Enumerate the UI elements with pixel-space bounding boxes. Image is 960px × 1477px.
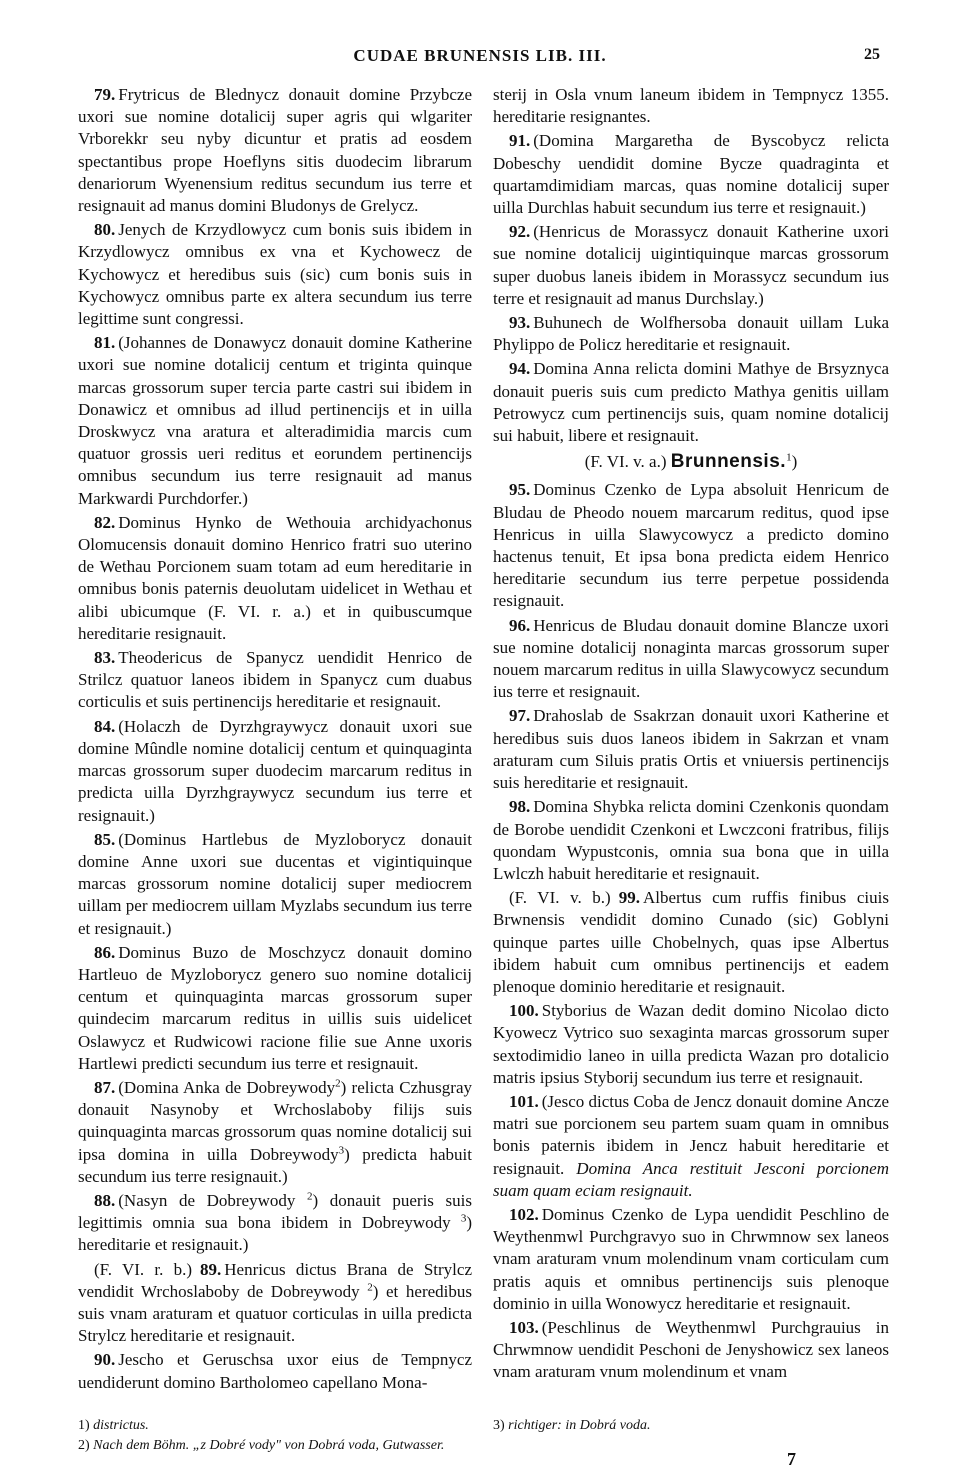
entry-95 xyxy=(493,479,889,612)
entry-96 xyxy=(493,615,889,704)
entry-text: ) relicta Czhusgray donauit Nasynoby et Wrchoslaboby filijs suis quinquaginta marcas grossorum quas nomine dotalicij sui ipsa domina in uilla Dobreywody xyxy=(78,1077,472,1164)
entry-text: ) donauit pueris suis legittimis omnia sua bona ibidem in Dobreywody xyxy=(78,1190,472,1233)
entry-91 xyxy=(493,130,889,219)
entry-number: 95. xyxy=(509,480,531,500)
entry-text: (Henricus de Morassycz donauit Katherine uxori sue nomine dotalicij uigintiquinque marcas grossorum super duobus laneis ibidem in Morassycz secundum ius terre et resignauit ad manus Durchslay.) xyxy=(493,222,889,308)
left-column xyxy=(78,84,472,1396)
entry-79 xyxy=(78,84,472,217)
entry-text: Dominus Buzo de Moschzycz donauit domino Hartleuo de Myzloborycz genero suo nomine dotalicij centum et quinquaginta marcas grossorum super quindecim marcarum reditus in uillis suis uidelicet Oslawycz et Rudwicowi racione filie sue Anne uxoris Hartlewi predicti secundum ius terre et resignauit. xyxy=(78,942,472,1073)
entry-103 xyxy=(493,1317,889,1384)
right-column xyxy=(493,84,889,1386)
folio-siglum: (F. VI. v. a.) xyxy=(584,452,667,472)
footnote xyxy=(493,1416,793,1436)
entry-text: Styborius de Wazan dedit domino Nicolao dicto Kyowecz Vytrico suo sexaginta marcas grossorum super sextodimidio laneo in uilla predicta Wazan pro dotalicio matris ipsius Styborij secundum ius terre et resignauit. xyxy=(493,1001,889,1087)
entry-text: (Dominus Hartlebus de Myzloborycz donauit domine Anne uxori sue ducentas et vigintiquinque marcas grossorum nomine dotalicij super mediocrem uillam per mediocrem uillam Myzlabs secundum ius terre et resignauit.) xyxy=(78,829,472,938)
footnote-text: Nach dem Böhm. „z Dobré vody" von Dobrá voda, Gutwasser. xyxy=(93,1438,445,1453)
footnote-ref: 2 xyxy=(367,1281,373,1294)
entry-text: Henricus dictus Brana de Strylcz vendidit Wrchoslaboby de Dobreywody xyxy=(78,1259,472,1301)
footnote-ref: 3 xyxy=(338,1143,345,1156)
entry-text: (Peschlinus de Weythenmwl Purchgrauius in Chrwmnow uendidit Peschoni de Jenyshowicz sex laneos vnam araturam vnum molendinum et vnam xyxy=(493,1317,889,1382)
entry-text: Dominus Czenko de Lypa uendidit Peschlino de Weythenmwl Purchgravyo suo in Chrwmnow sex laneos vnam araturam vnum molendinum vnam corticulam cum pratis aquis et omnibus pertinencijs suis plenoque dominio in uilla Wonowycz hereditarie et resignauit. xyxy=(493,1204,889,1313)
page-header xyxy=(0,46,960,74)
entry-text: Frytricus de Blednycz donauit domine Przybcze uxori sue nomine dotalicij super agris qui wlgariter Vrborekkr seu nyby dicuntur et pratis ad eosdem spectantibus prope Hoeflyns sitis duodecim librarum denariorum Wyenensium reditus secundum ius terre et resignauit ad manus domini Bludonys de Grelycz. xyxy=(78,85,472,216)
entry-number: 88. xyxy=(94,1190,116,1210)
entry-text: Henricus de Bludau donauit domine Blancze uxori sue nomine dotalicij nonaginta marcas grossorum super nouem marcarum reditus in uilla Slawycowycz secundum ius terre et resignauit. xyxy=(493,615,889,702)
entry-101 xyxy=(493,1091,889,1202)
entry-text: Jescho et Geruschsa uxor eius de Tempnycz uendiderunt domino Bartholomeo capellano Mona- xyxy=(78,1350,472,1392)
entry-text: (Johannes de Donawycz donauit domine Katherine uxori sue nomine dotalicij centum et triginta quinque marcas grossorum super tercia parte castri sui ibidem in Donawicz et omnibus ad illud pertinencijs et in uilla Droskwycz vna aratura et alteradimidia marcis cum quatuor grossis ueri reditus et eorundem pertinencijs omnibus secundum ius terre resignauit ad manus Markwardi Purchdorfer.) xyxy=(78,333,472,508)
entry-83 xyxy=(78,647,472,714)
entry-number: 81. xyxy=(94,333,116,353)
page-number: 25 xyxy=(864,46,880,63)
entry-number: 100. xyxy=(509,1001,539,1021)
entry-82 xyxy=(78,512,472,645)
entry-number: 93. xyxy=(509,313,531,333)
entry-text: (Domina Margaretha de Byscobycz relicta Dobeschy uendidit domine Bycze quadraginta et quartamdimidiam marcas, quas nomine dotalicij super uilla Durchlas habuit secundum ius terre et resignauit.) xyxy=(493,131,889,218)
footnote-text: districtus. xyxy=(93,1418,149,1433)
entry-number: 79. xyxy=(94,85,116,104)
entry-text: (Holaczh de Dyrzhgraywycz donauit uxori sue domine Mûndle nomine dotalicij centum et quinquaginta marcas grossorum super duodecim marcarum reditus in predicta uilla Dyrzhgraywycz secundum ius terre et resignauit.) xyxy=(78,716,472,825)
footnote xyxy=(78,1436,498,1456)
entry-86 xyxy=(78,942,472,1075)
footnote-ref: 1 xyxy=(786,451,792,464)
entry-94 xyxy=(493,358,889,447)
entry-100 xyxy=(493,1000,889,1089)
entry-text: ) predicta habuit secundum ius terre resignauit.) xyxy=(78,1144,472,1186)
entry-88 xyxy=(78,1190,472,1257)
footnote-ref: 3 xyxy=(460,1212,467,1225)
entry-number: 87. xyxy=(94,1077,116,1097)
footnotes-right xyxy=(493,1416,793,1436)
entry-90 xyxy=(78,1349,472,1393)
entry-93 xyxy=(493,312,889,356)
entry-number: 90. xyxy=(94,1350,116,1370)
entry-number: 91. xyxy=(509,131,531,151)
footnote-ref: 2 xyxy=(335,1077,341,1090)
entry-number: 97. xyxy=(509,706,531,726)
entry-text: Domina Anna relicta domini Mathye de Brsyznyca donauit pueris suis cum predicto Mathya genitis uillam Petrowycz cum pertinencijs suis, quam nomine dotalicij sui habuit, libere et resignauit. xyxy=(493,359,889,446)
entry-text: (Jesco dictus Coba de Jencz donauit domine Ancze matri sue porcionem seu partem suam quam in omnibus bonis paternis ibidem in Jencz habuit hereditarie et resignauit. xyxy=(493,1091,889,1178)
entry-92 xyxy=(493,221,889,310)
entry-number: 98. xyxy=(509,797,531,817)
entry-number: 94. xyxy=(509,359,531,379)
entry-99 xyxy=(493,887,889,998)
entry-number: 80. xyxy=(94,220,116,240)
entry-number: 86. xyxy=(94,942,116,962)
entry-number: 85. xyxy=(94,829,116,849)
entry-text: Dominus Hynko de Wethouia archidyachonus Olomucensis donauit domino Henrico fratri suo uterino de Wethau Porcionem suam totam ad eum hereditarie in omnibus bonis paternis deuolutam uidelicet in Wethau et alibi ubicumque (F. VI. r. a.) et in quibuscumque hereditarie resignauit. xyxy=(78,512,472,643)
section-heading: (F. VI. v. a.) Brunnensis.$^1$) xyxy=(584,451,798,473)
footnote-mark: 2) xyxy=(78,1438,90,1453)
entry-81 xyxy=(78,332,472,510)
section-title: Brunnensis. xyxy=(670,451,787,473)
entry-text: ) et heredibus suis vnam araturam et quatuor corticulas in uilla predicta Strylcz hereditarie et resignauit. xyxy=(78,1281,472,1346)
footnotes-left xyxy=(78,1416,498,1456)
entry-text: Domina Shybka relicta domini Czenkonis quondam de Borobe uendidit Czenkoni et Lwczconi fratribus, filijs quondam Wypustconis, omnia sua bona que in uilla Lwlczh habuit hereditarie et resignauit. xyxy=(493,797,889,883)
entry-text: Albertus cum ruffis finibus ciuis Brwnensis vendidit domino Cunado (sic) Goblyni quinque partes uille Chobelnych, quas ipse Albertus ibidem habuit cum omnibus pertinencijs et eadem plenoque dominio hereditarie et resignauit. xyxy=(493,888,889,996)
entry-84 xyxy=(78,716,472,827)
entry-text: Dominus Czenko de Lypa absoluit Henricum de Bludau de Pheodo nouem marcarum reditus, quod ipse Henricus in uilla Slawycowycz a predicto domino hactenus tenuit, Et ipsa bona predicta eidem Henrico hereditarie secundum ius terre perpetue possidenda resignauit. xyxy=(493,480,889,611)
signature-mark: 7 xyxy=(787,1449,796,1469)
entry-number: 82. xyxy=(94,512,116,532)
entry-number: 96. xyxy=(509,615,531,635)
entry-number: 101. xyxy=(509,1091,539,1111)
footnote-mark: 3) xyxy=(493,1418,505,1433)
footnote-mark: 1) xyxy=(78,1418,90,1433)
entry-text: ) hereditarie et resignauit.) xyxy=(78,1213,472,1255)
entry-87 xyxy=(78,1077,472,1188)
footnote-text: richtiger: in Dobrá voda. xyxy=(508,1418,651,1433)
entry-85 xyxy=(78,829,472,940)
entry-text: Buhunech de Wolfhersoba donauit uillam Luka Phylippo de Policz hereditarie et resignauit. xyxy=(493,313,889,355)
entry-102 xyxy=(493,1204,889,1315)
entry-89 xyxy=(78,1259,472,1348)
entry-98 xyxy=(493,796,889,885)
entry-text: Jenych de Krzydlowycz cum bonis suis ibidem in Krzydlowycz omnibus ex vna et Kychowecz de Kychowycz et heredibus suis (sic) cum bonis suis in Kychowycz omnibus parte ex altera secundum ius terre legittime sunt congressi. xyxy=(78,220,472,329)
entry-text: Drahoslab de Ssakrzan donauit uxori Katherine et heredibus suis duos laneos ibidem in Sakrzan et vnam araturam cum Siluis pratis Ortis et vniuersis pertinencijs suis hereditarie et resignauit. xyxy=(493,706,889,793)
entry-number: 92. xyxy=(509,222,531,242)
entry-number: 102. xyxy=(509,1204,539,1224)
entry-text: Theodericus de Spanycz uendidit Henrico de Strilcz quatuor laneos ibidem in Spanycz cum duabus corticulis et suis pertinencijs hereditarie et resignauit. xyxy=(78,648,472,712)
running-title: CUDAE BRUNENSIS LIB. III. xyxy=(353,46,607,65)
entry-italic-text: Domina Anca restituit Jesconi porcionem suam quam eciam resignauit. xyxy=(493,1158,889,1200)
entry-number: 99. xyxy=(618,888,640,908)
entry-text: (Nasyn de Dobreywody xyxy=(118,1190,307,1210)
folio-siglum: (F. VI. v. b.) xyxy=(509,888,611,908)
entry-80 xyxy=(78,219,472,330)
entry-90-continued xyxy=(493,84,889,128)
footnote-ref: 2 xyxy=(307,1190,313,1203)
entry-number: 83. xyxy=(94,648,116,668)
entry-text: (Domina Anka de Dobreywody xyxy=(118,1077,336,1097)
folio-siglum: (F. VI. r. b.) xyxy=(94,1259,192,1279)
footnote xyxy=(78,1416,498,1436)
entry-number: 89. xyxy=(200,1259,222,1279)
entry-number: 84. xyxy=(94,716,116,736)
entry-text: sterij in Osla vnum laneum ibidem in Tempnycz 1355. hereditarie resignantes. xyxy=(493,85,889,127)
entry-number: 103. xyxy=(509,1317,539,1337)
entry-97 xyxy=(493,705,889,794)
